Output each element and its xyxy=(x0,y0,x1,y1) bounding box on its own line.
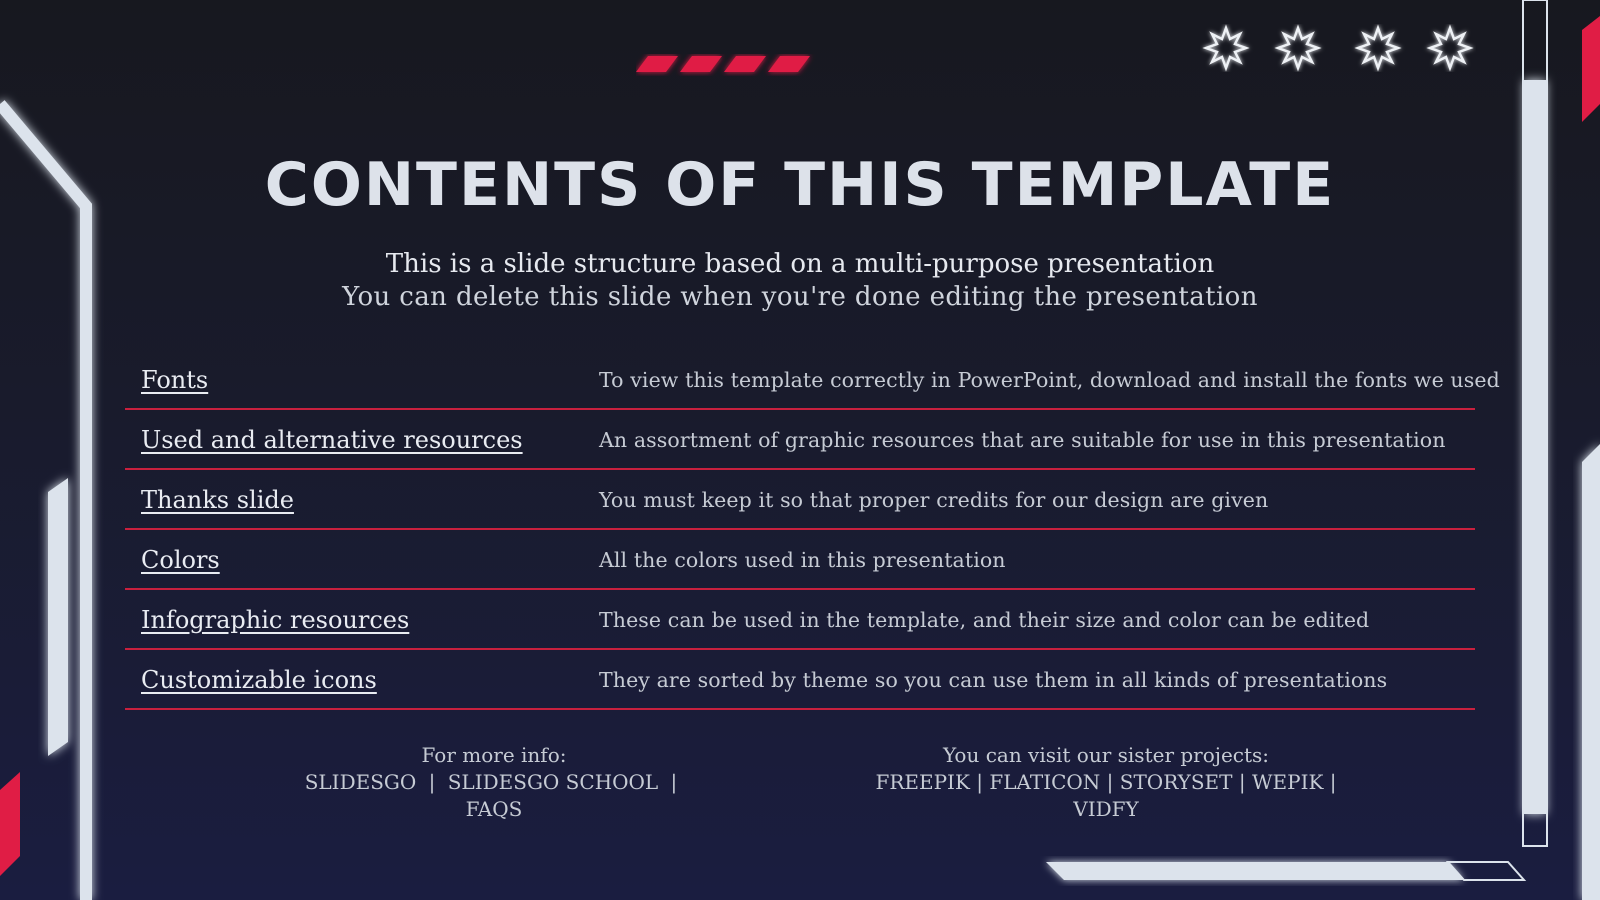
slide-subtitle xyxy=(0,248,1600,314)
link-wepik[interactable]: WEPIK xyxy=(1251,770,1324,794)
contents-description: An assortment of graphic resources that are suitable for use in this presentation xyxy=(599,428,1446,452)
contents-row-fonts xyxy=(125,350,1500,410)
star-icon xyxy=(1278,28,1318,68)
contents-link-fonts[interactable]: Fonts xyxy=(141,366,209,394)
footer-sister-projects xyxy=(866,742,1346,823)
right-frame-decoration xyxy=(1500,0,1600,900)
left-frame-decoration xyxy=(0,0,130,900)
link-slidesgo-school[interactable]: SLIDESGO SCHOOL xyxy=(447,770,659,794)
link-vidfy[interactable]: VIDFY xyxy=(1073,797,1139,821)
footer-info xyxy=(294,742,694,823)
contents-link-colors[interactable]: Colors xyxy=(141,546,220,574)
star-icon xyxy=(1358,28,1398,68)
contents-link-resources[interactable]: Used and alternative resources xyxy=(141,426,523,454)
contents-link-thanks[interactable]: Thanks slide xyxy=(141,486,294,514)
subtitle-line-1: This is a slide structure based on a multi-purpose presentation xyxy=(385,249,1215,279)
contents-row-icons xyxy=(125,650,1475,710)
footer-sister-links: FREEPIK | FLATICON | STORYSET | WEPIK | VIDFY xyxy=(875,770,1337,821)
stars-decoration xyxy=(1200,24,1476,72)
contents-description: You must keep it so that proper credits for our design are given xyxy=(599,488,1269,512)
link-slidesgo[interactable]: SLIDESGO xyxy=(304,770,417,794)
contents-description: All the colors used in this presentation xyxy=(599,548,1006,572)
link-flaticon[interactable]: FLATICON xyxy=(989,770,1101,794)
contents-row-thanks xyxy=(125,470,1475,530)
link-faqs[interactable]: FAQS xyxy=(465,797,523,821)
contents-link-infographic[interactable]: Infographic resources xyxy=(141,606,410,634)
star-icon xyxy=(1430,28,1470,68)
footer-sister-label: You can visit our sister projects: xyxy=(942,743,1270,767)
contents-table xyxy=(125,350,1500,710)
footer-info-label: For more info: xyxy=(421,743,567,767)
link-storyset[interactable]: STORYSET xyxy=(1119,770,1233,794)
star-icon xyxy=(1206,28,1246,68)
footer-info-links: SLIDESGO | SLIDESGO SCHOOL | FAQS xyxy=(304,770,678,821)
link-freepik[interactable]: FREEPIK xyxy=(875,770,970,794)
contents-description: To view this template correctly in PowerPoint, download and install the fonts we used xyxy=(599,368,1500,392)
contents-row-resources xyxy=(125,410,1475,470)
contents-description: They are sorted by theme so you can use them in all kinds of presentations xyxy=(599,668,1388,692)
contents-description: These can be used in the template, and their size and color can be edited xyxy=(599,608,1370,632)
top-dashes-decoration xyxy=(636,54,822,76)
contents-row-colors xyxy=(125,530,1475,590)
bottom-light-bar xyxy=(1040,856,1530,886)
contents-link-icons[interactable]: Customizable icons xyxy=(141,666,377,694)
contents-row-infographic xyxy=(125,590,1475,650)
slide-title: CONTENTS OF THIS TEMPLATE xyxy=(264,150,1336,220)
subtitle-line-2: You can delete this slide when you're done editing the presentation xyxy=(342,282,1258,312)
